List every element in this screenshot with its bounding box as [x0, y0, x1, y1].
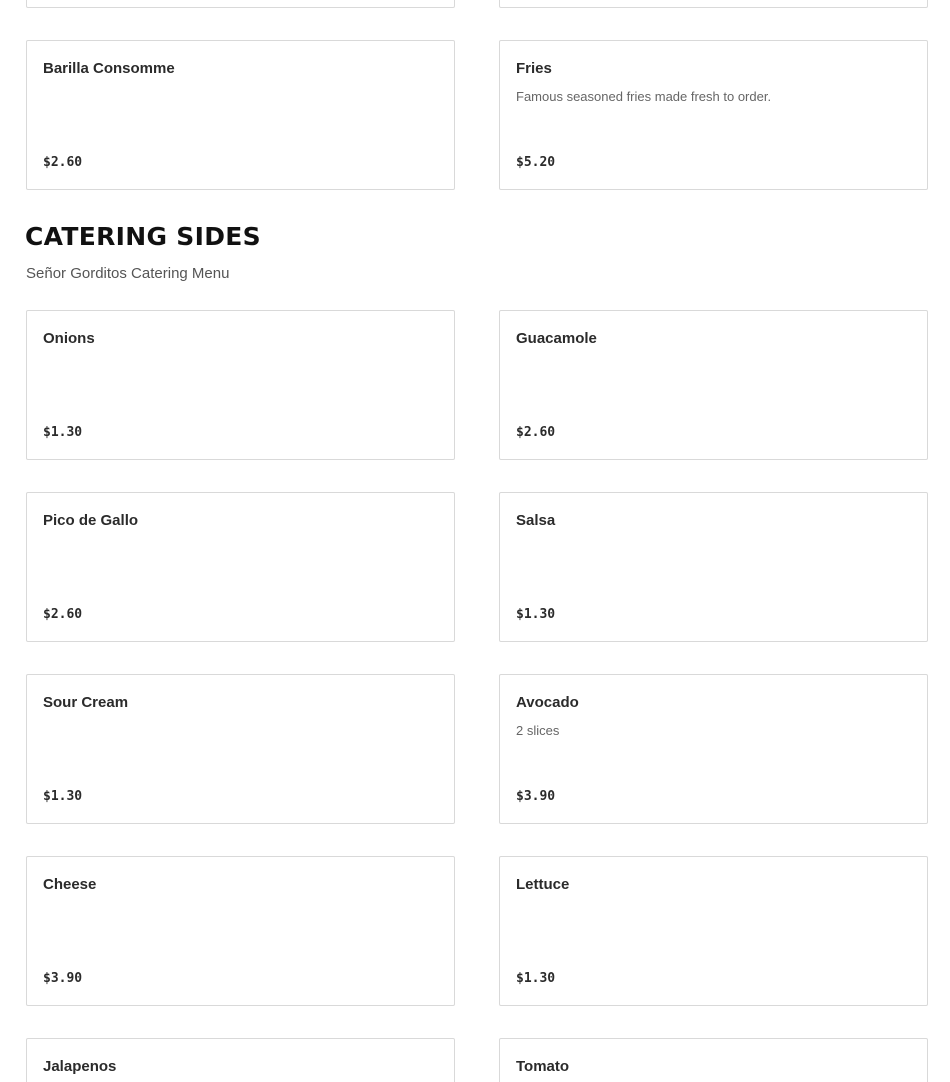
menu-item-card[interactable]	[26, 856, 455, 1006]
menu-item-card[interactable]	[499, 310, 928, 460]
menu-item-name: Onions	[43, 330, 95, 347]
menu-item-price: $1.30	[43, 789, 83, 804]
menu-item-name: Fries	[516, 60, 552, 77]
menu-item-card[interactable]	[26, 40, 455, 190]
menu-item-name: Barilla Consomme	[43, 60, 175, 77]
menu-item-card[interactable]	[499, 674, 928, 824]
menu-item-card[interactable]	[26, 492, 455, 642]
menu-item-price: $5.20	[516, 155, 556, 170]
menu-item-name: Tomato	[516, 1058, 570, 1075]
menu-item-name: Pico de Gallo	[43, 512, 139, 529]
menu-item-price: $2.60	[43, 155, 83, 170]
section-subtitle: Señor Gorditos Catering Menu	[26, 265, 230, 282]
menu-item-card[interactable]	[499, 1038, 928, 1082]
menu-item-name: Salsa	[516, 512, 556, 529]
menu-item-price: $2.60	[516, 425, 556, 440]
menu-item-card[interactable]	[499, 492, 928, 642]
menu-item-name: Lettuce	[516, 876, 570, 893]
menu-item-price: $1.30	[43, 425, 83, 440]
menu-item-name: Guacamole	[516, 330, 597, 347]
menu-item-card[interactable]	[26, 674, 455, 824]
menu-item-card[interactable]	[26, 0, 455, 8]
menu-item-name: Avocado	[516, 694, 579, 711]
menu-item-card[interactable]	[26, 1038, 455, 1082]
menu-item-card[interactable]	[499, 0, 928, 8]
menu-item-price: $3.90	[43, 971, 83, 986]
menu-item-card[interactable]	[26, 310, 455, 460]
menu-item-description: Famous seasoned fries made fresh to order.	[516, 89, 772, 104]
menu-item-price: $1.30	[516, 971, 556, 986]
menu-item-name: Jalapenos	[43, 1058, 117, 1075]
menu-item-name: Sour Cream	[43, 694, 129, 711]
menu-item-name: Cheese	[43, 876, 97, 893]
menu-item-description: 2 slices	[516, 723, 560, 738]
menu-item-card[interactable]	[499, 856, 928, 1006]
menu-item-price: $3.90	[516, 789, 556, 804]
menu-item-price: $1.30	[516, 607, 556, 622]
menu-item-card[interactable]	[499, 40, 928, 190]
menu-item-price: $2.60	[43, 607, 83, 622]
section-title: CATERING SIDES	[25, 222, 261, 251]
